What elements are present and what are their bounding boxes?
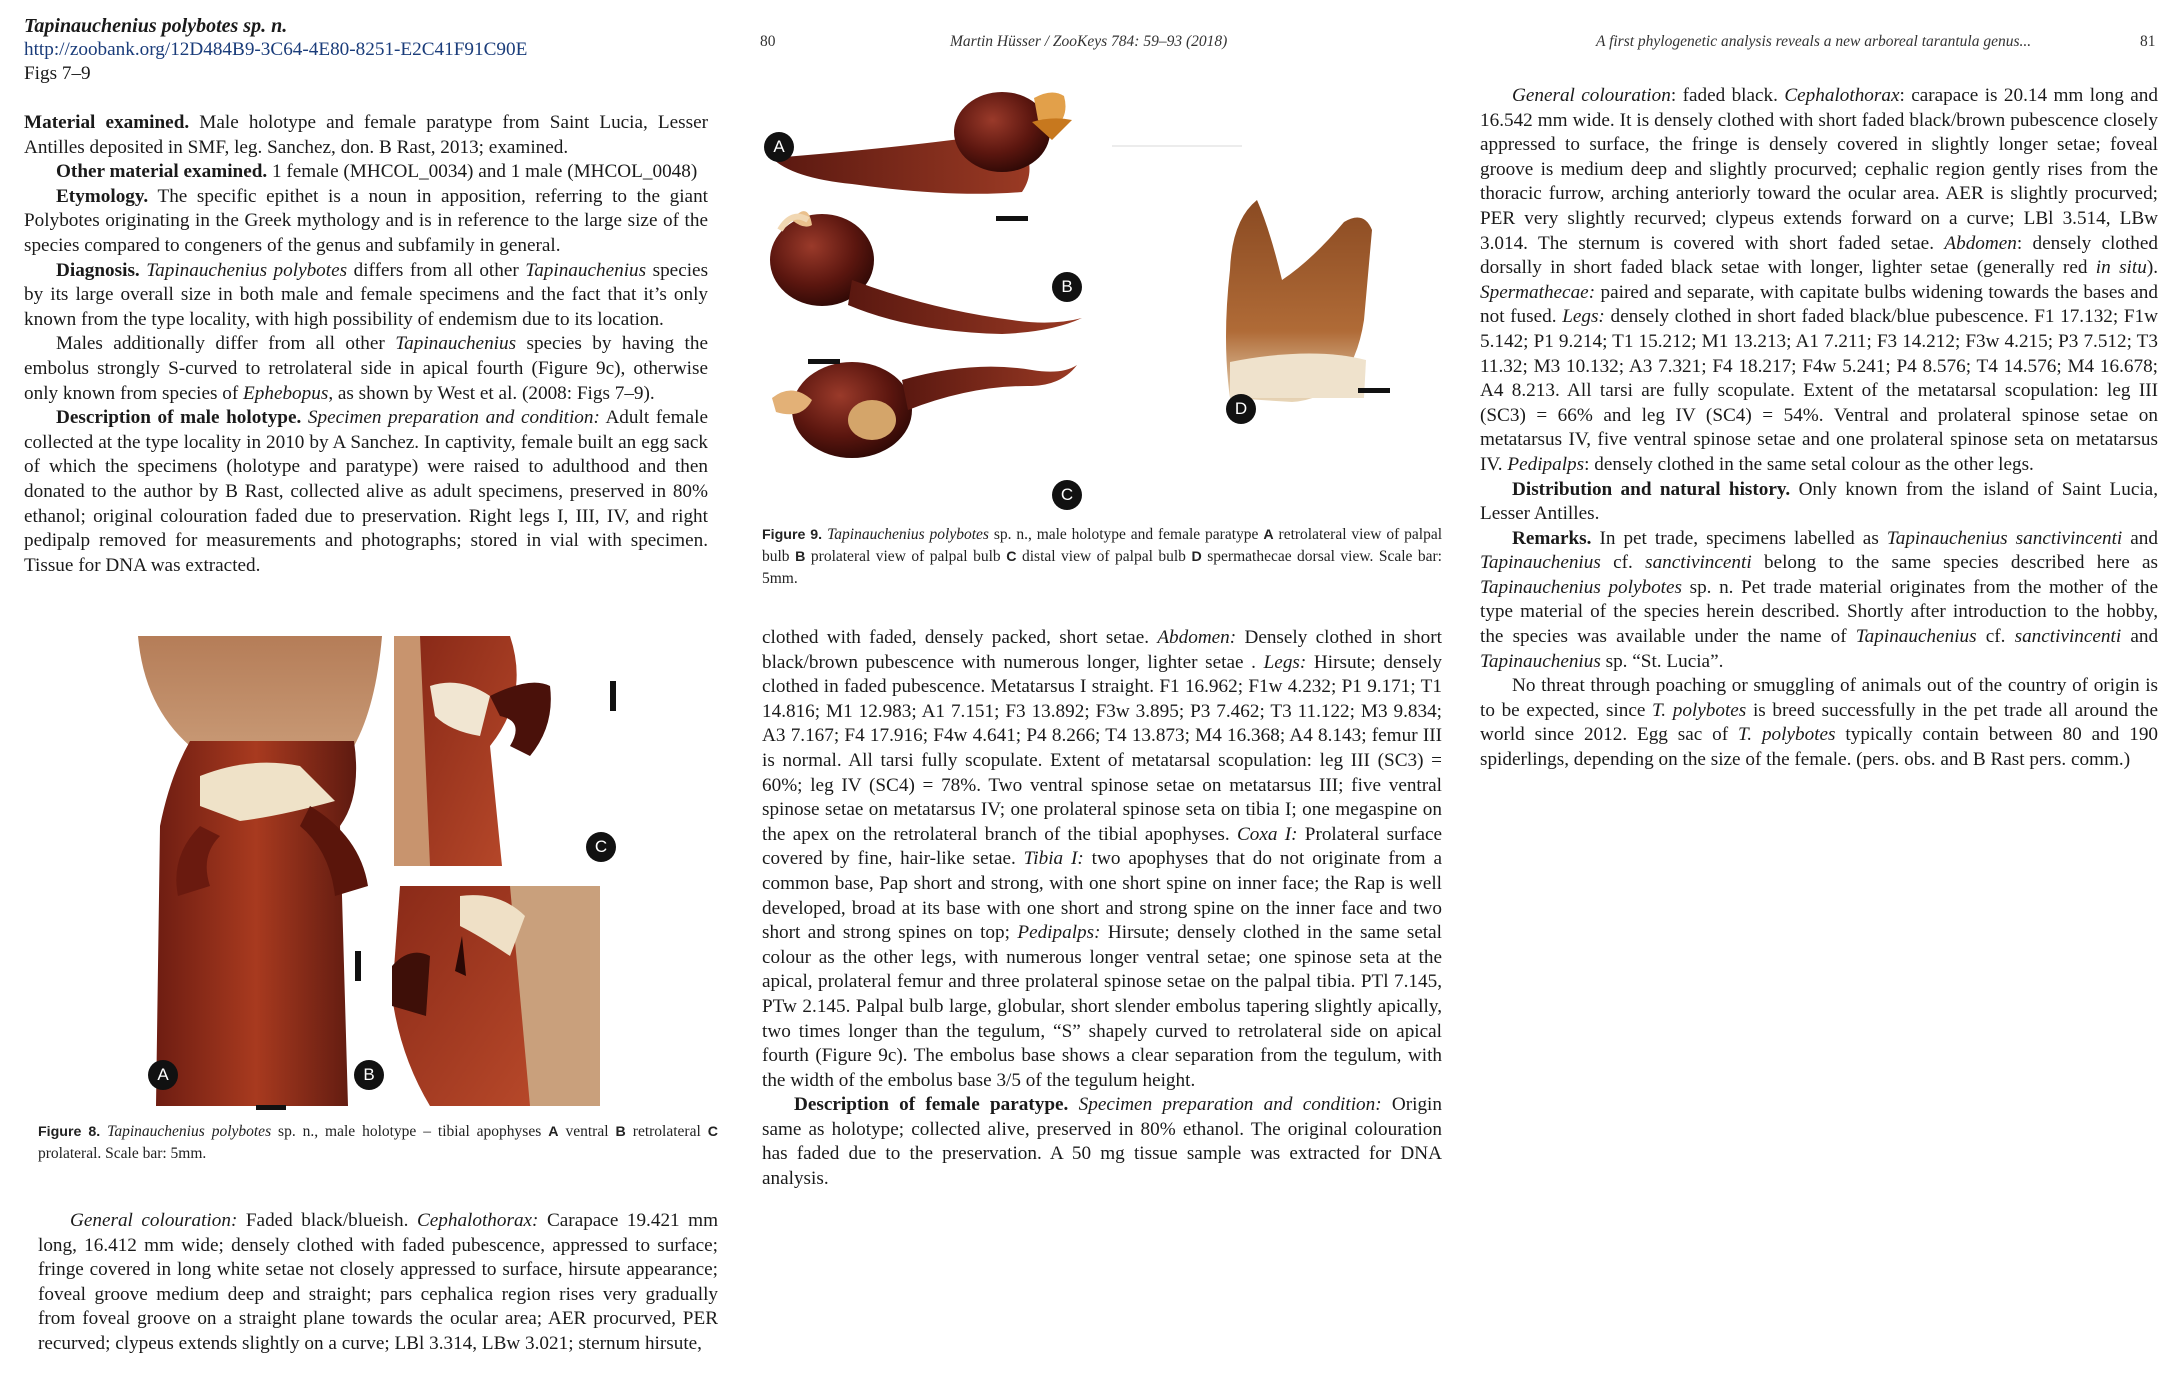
figure-9-photos bbox=[752, 80, 1452, 520]
fig9-label-a: A bbox=[764, 132, 794, 162]
fig9-label-c: C bbox=[1052, 480, 1082, 510]
fig9-photo-d bbox=[1226, 200, 1372, 402]
description-male: Description of male holotype. Specimen preparation and condition: Adult female collected at the type locality in 2010 by A Sanchez. In captivity, female built an egg sack of which the specimens (holotype and paratype) were raised to adulthood and then donated to the author by B Rast, collected alive as adult specimens, preserved in 80% ethanol; original colouration faded due to preservation. Right legs I, III, IV, and right pedipalp removed for measurements and photographs; stored in vial with specimen. Tissue for DNA was extracted. bbox=[24, 407, 708, 576]
fig8-scale-bar-b bbox=[355, 951, 361, 981]
fig8-photo-c bbox=[392, 636, 551, 866]
description-female: Description of female paratype. Specimen preparation and condition: Origin same as holotype; collected alive, preserved in 80% ethanol. The original colouration has faded due to the preservation. A 50 mg tissue sample was extracted for DNA analysis. bbox=[762, 1094, 1442, 1190]
figure-8-photos bbox=[130, 636, 610, 1116]
figs-reference: Figs 7–9 bbox=[24, 63, 91, 84]
figure-9 bbox=[752, 80, 1452, 520]
left-general-colouration: General colouration: Faded black/blueish. Cephalothorax: Carapace 19.421 mm long, 16.412 mm wide; densely clothed with faded pubescence, appressed to surface; fringe covered in long white setae not closely appressed to surface, hirsute appearance; foveal groove medium deep and straight; pars cephalica region rises very gradually from foveal groove on a straight plane towards the ocular area; AER procurved, PER recurved; clypeus extends slightly on a curve; LBl 3.314, LBw 3.021; sternum hirsute, bbox=[38, 1210, 719, 1354]
males-diagnosis: Males additionally differ from all other Tapinauchenius species by having the embolus strongly S-curved to retrolateral side in apical fourth (Figure 9c), otherwise only known from species of Ephebopus, as shown by West et al. (2008: Figs 7–9). bbox=[24, 333, 708, 404]
right-body-text bbox=[1480, 84, 2158, 773]
diagnosis: Diagnosis. Tapinauchenius polybotes differs from all other Tapinauchenius species by its large overall size in both male and female specimens and the fact that it’s only known from the type locality, with high possibility of endemism due to its location. bbox=[24, 259, 709, 330]
threat-note: No threat through poaching or smuggling of animals out of the country of origin is to be expected, since T. polybotes is breed successfully in the pet trade all around the world since 2012. Egg sac of T. polybotes typically contain between 80 and 190 spiderlings, depending on the size of the female. (pers. obs. and B Rast pers. comm.) bbox=[1480, 675, 2159, 771]
fig9-label-d: D bbox=[1226, 394, 1256, 424]
etymology: Etymology. The specific epithet is a noun in apposition, referring to the giant Polybotes originating in the Greek mythology and is in reference to the large size of the species compared to congeners of the genus and subfamily in general. bbox=[24, 185, 709, 256]
fig8-label-a: A bbox=[148, 1060, 178, 1090]
other-material: Other material examined. 1 female (MHCOL_0034) and 1 male (MHCOL_0048) bbox=[56, 161, 698, 183]
left-page bbox=[24, 14, 714, 86]
species-title: Tapinauchenius polybotes sp. n. bbox=[24, 15, 288, 37]
fig9-photo-c bbox=[772, 362, 1077, 458]
middle-body-text bbox=[762, 626, 1442, 1192]
running-header-left: Martin Hüsser / ZooKeys 784: 59–93 (2018) bbox=[950, 33, 1228, 50]
page-number-80: 80 bbox=[760, 33, 776, 50]
fig8-label-c: C bbox=[586, 832, 616, 862]
figure-8 bbox=[130, 636, 610, 1116]
fig8-photo-b bbox=[392, 886, 600, 1106]
fig9-photo-a bbox=[772, 92, 1072, 194]
fig9-label-b: B bbox=[1052, 272, 1082, 302]
fig9-scale-bar-b bbox=[808, 359, 840, 364]
male-description-continued: clothed with faded, densely packed, short setae. Abdomen: Densely clothed in short black/brown pubescence with numerous longer, lighter setae . Legs: Hirsute; densely clothed in faded pubescence. Metatarsus I straight. F1 16.962; F1w 4.232; P1 9.171; T1 14.816; M1 12.983; A1 7.151; F3 13.892; F3w 3.895; P3 7.462; T3 11.122; M3 9.834; A3 7.167; F4 17.916; F4w 4.641; P4 8.266; T4 13.873; M4 16.368; A4 8.143; femur III is normal. All tarsi fully scopulate. Extent of metatarsal scopulation: leg III (SC3) = 60%; leg IV (SC4) = 78%. Two ventral spinose setae on metatarsus III; five ventral spinose setae on metatarsus IV; one prolateral spinose seta on tibia I; one megaspine on the apex on the retrolateral branch of the tibial apophyses. Coxa I: Prolateral surface covered by fine, hair-like setae. Tibia I: two apophyses that do not originate from a common base, Pap short and strong, with one short spine on inner face; the Rap is well developed, broad at its base with one short and strong spine on the inner face and two short and strong spines on top; Pedipalps: Hirsute; densely clothed in the same setal colour as the other legs, with numerous longer ventral setae; one spinose seta at the apical, prolateral femur and three prolateral spinose setae on the palpal tibia. PTl 7.145, PTw 2.145. Palpal bulb large, globular, short slender embolus tapering slightly apically, two times longer than the tegulum, “S” shapely curved to retrolateral side on apical fourth (Figure 9c). The embolus base shows a clear separation from the tegulum, with the width of the embolus base 3/5 of the tegulum height. bbox=[762, 627, 1443, 1091]
zoobank-url[interactable]: http://zoobank.org/12D484B9-3C64-4E80-8251-E2C41F91C90E bbox=[24, 39, 528, 60]
figure-9-caption: Figure 9. Tapinauchenius polybotes sp. n., male holotype and female paratype A retrolateral view of palpal bulb B prolateral view of palpal bulb C distal view of palpal bulb D spermathecae dorsal view. Scale bar: 5mm. bbox=[762, 526, 1443, 587]
fig9-scale-bar-d bbox=[1358, 388, 1390, 393]
fig8-scale-bar-a bbox=[256, 1105, 286, 1110]
fig9-scale-bar-a bbox=[996, 216, 1028, 221]
fig8-photo-a bbox=[138, 636, 382, 1106]
page-number-81: 81 bbox=[2140, 33, 2156, 50]
running-header-right: A first phylogenetic analysis reveals a new arboreal tarantula genus... bbox=[1596, 33, 2032, 50]
fig8-label-b: B bbox=[354, 1060, 384, 1090]
material-examined: Material examined. Male holotype and female paratype from Saint Lucia, Lesser Antilles deposited in SMF, leg. Sanchez, don. B Rast, 2013; examined. bbox=[24, 112, 709, 158]
left-body-text bbox=[24, 111, 708, 578]
remarks: Remarks. In pet trade, specimens labelled as Tapinauchenius sanctivincenti and Tapinauchenius cf. sanctivincenti belong to the same species described here as Tapinauchenius polybotes sp. n. Pet trade material originates from the mother of the type material of the species herein described. Shortly after introduction to the hobby, the species was available under the name of Tapinauchenius cf. sanctivincenti and Tapinauchenius sp. “St. Lucia”. bbox=[1480, 527, 2159, 672]
female-colouration: General colouration: faded black. Cephalothorax: carapace is 20.14 mm long and 16.542 mm wide. It is densely clothed with short faded black/brown pubescence closely appressed to surface, the fringe is densely covered in slightly longer setae; foveal groove is medium deep and slightly procurved; cephalic region gently rises from the thoracic furrow, arching anteriorly toward the ocular area. AER is slightly procurved; PER very slightly recurved; clypeus extends forward on a curve; LBl 3.514, LBw 3.014. The sternum is covered with short faded setae. Abdomen: densely clothed dorsally in short faded black setae with longer, lighter setae (generally red in situ). Spermathecae: paired and separate, with capitate bulbs widening towards the bases and not fused. Legs: densely clothed in short faded black/blue pubescence. F1 17.132; F1w 5.142; P1 9.214; T1 15.212; M1 13.213; A1 7.211; F3 14.212; F3w 4.215; P3 7.512; T3 11.32; M3 10.132; A3 7.321; F4 18.217; F4w 5.241; P4 8.576; T4 14.576; M4 16.678; A4 8.213. All tarsi are fully scopulate. Extent of the metatarsal scopulation: leg III (SC3) = 66% and leg IV (SC4) = 54%. Ventral and prolateral spinose setae on metatarsus IV, five ventral spinose setae and one prolateral spinose seta on metatarsus IV. Pedipalps: densely clothed in the same setal colour as the other legs. bbox=[1480, 85, 2159, 475]
distribution: Distribution and natural history. Only known from the island of Saint Lucia, Lesser Antilles. bbox=[1480, 478, 2158, 525]
fig9-photo-b bbox=[770, 211, 1082, 334]
fig8-scale-bar-c bbox=[610, 681, 616, 711]
zoobank-link[interactable] bbox=[24, 38, 714, 62]
figure-8-caption: Figure 8. Tapinauchenius polybotes sp. n., male holotype – tibial apophyses A ventral B retrolateral C prolateral. Scale bar: 5mm. bbox=[38, 1123, 719, 1162]
